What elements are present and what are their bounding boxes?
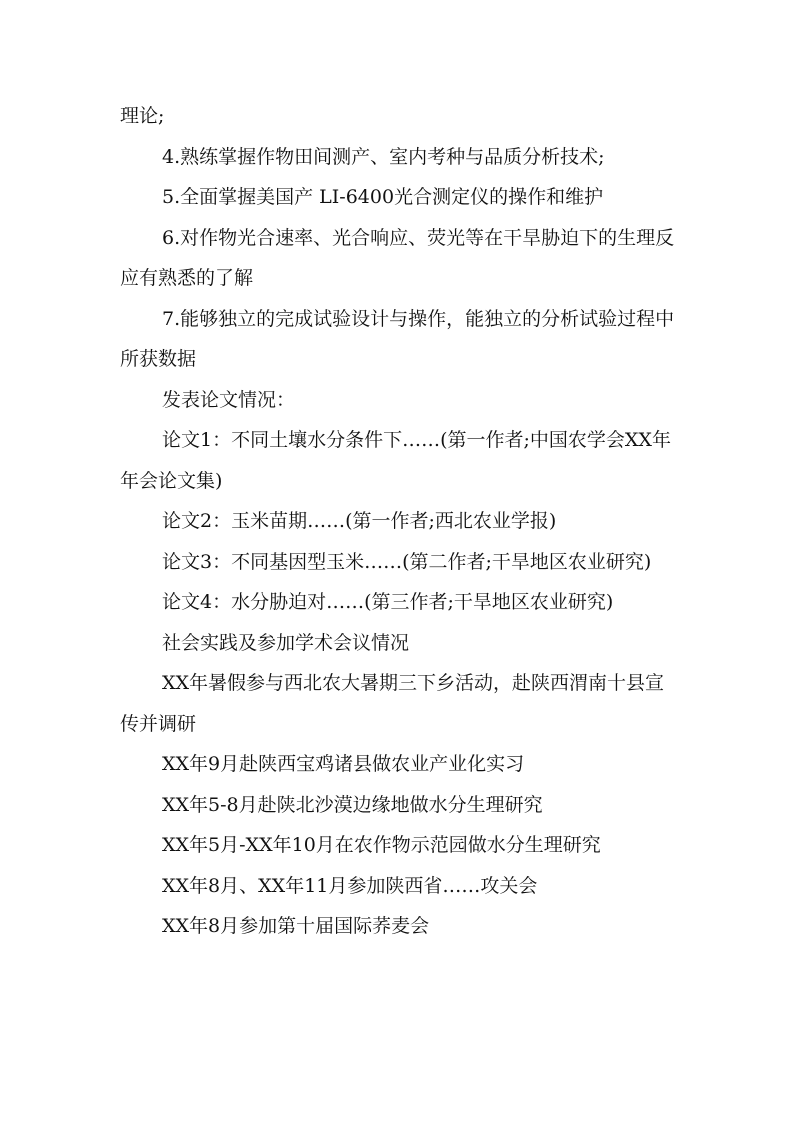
paragraph-skill-6: 6.对作物光合速率、光合响应、荧光等在干旱胁迫下的生理反应有熟悉的了解: [120, 226, 675, 289]
paragraph-practice-4: XX年5月-XX年10月在农作物示范园做水分生理研究: [162, 834, 601, 856]
section-heading-practice: 社会实践及参加学术会议情况: [162, 631, 410, 654]
paragraph-skill-5: 5.全面掌握美国产 LI-6400光合测定仪的操作和维护: [162, 186, 604, 208]
paragraph-practice-5: XX年8月、XX年11月参加陕西省……攻关会: [162, 874, 538, 897]
paragraph-paper-3: 论文3：不同基因型玉米……(第二作者;干旱地区农业研究): [162, 550, 652, 573]
paragraph-paper-1: 论文1：不同土壤水分条件下……(第一作者;中国农学会XX年年会论文集): [120, 429, 671, 492]
paragraph-practice-6: XX年8月参加第十届国际荞麦会: [162, 915, 430, 937]
paragraph-paper-2: 论文2：玉米苗期……(第一作者;西北农业学报): [162, 510, 557, 532]
paragraph-skill-7: 7.能够独立的完成试验设计与操作，能独立的分析试验过程中所获数据: [120, 307, 675, 370]
paragraph-skill-4: 4.熟练掌握作物田间测产、室内考种与品质分析技术;: [162, 145, 605, 168]
document-body: [120, 96, 680, 947]
section-heading-publications: 发表论文情况：: [162, 388, 296, 411]
paragraph-practice-1: XX年暑假参与西北农大暑期三下乡活动，赴陕西渭南十县宣传并调研: [120, 672, 665, 735]
paragraph-theory-end: 理论;: [120, 105, 165, 127]
paragraph-practice-2: XX年9月赴陕西宝鸡诸县做农业产业化实习: [162, 753, 525, 775]
paragraph-practice-3: XX年5-8月赴陕北沙漠边缘地做水分生理研究: [162, 793, 543, 816]
paragraph-paper-4: 论文4：水分胁迫对……(第三作者;干旱地区农业研究): [162, 591, 614, 613]
